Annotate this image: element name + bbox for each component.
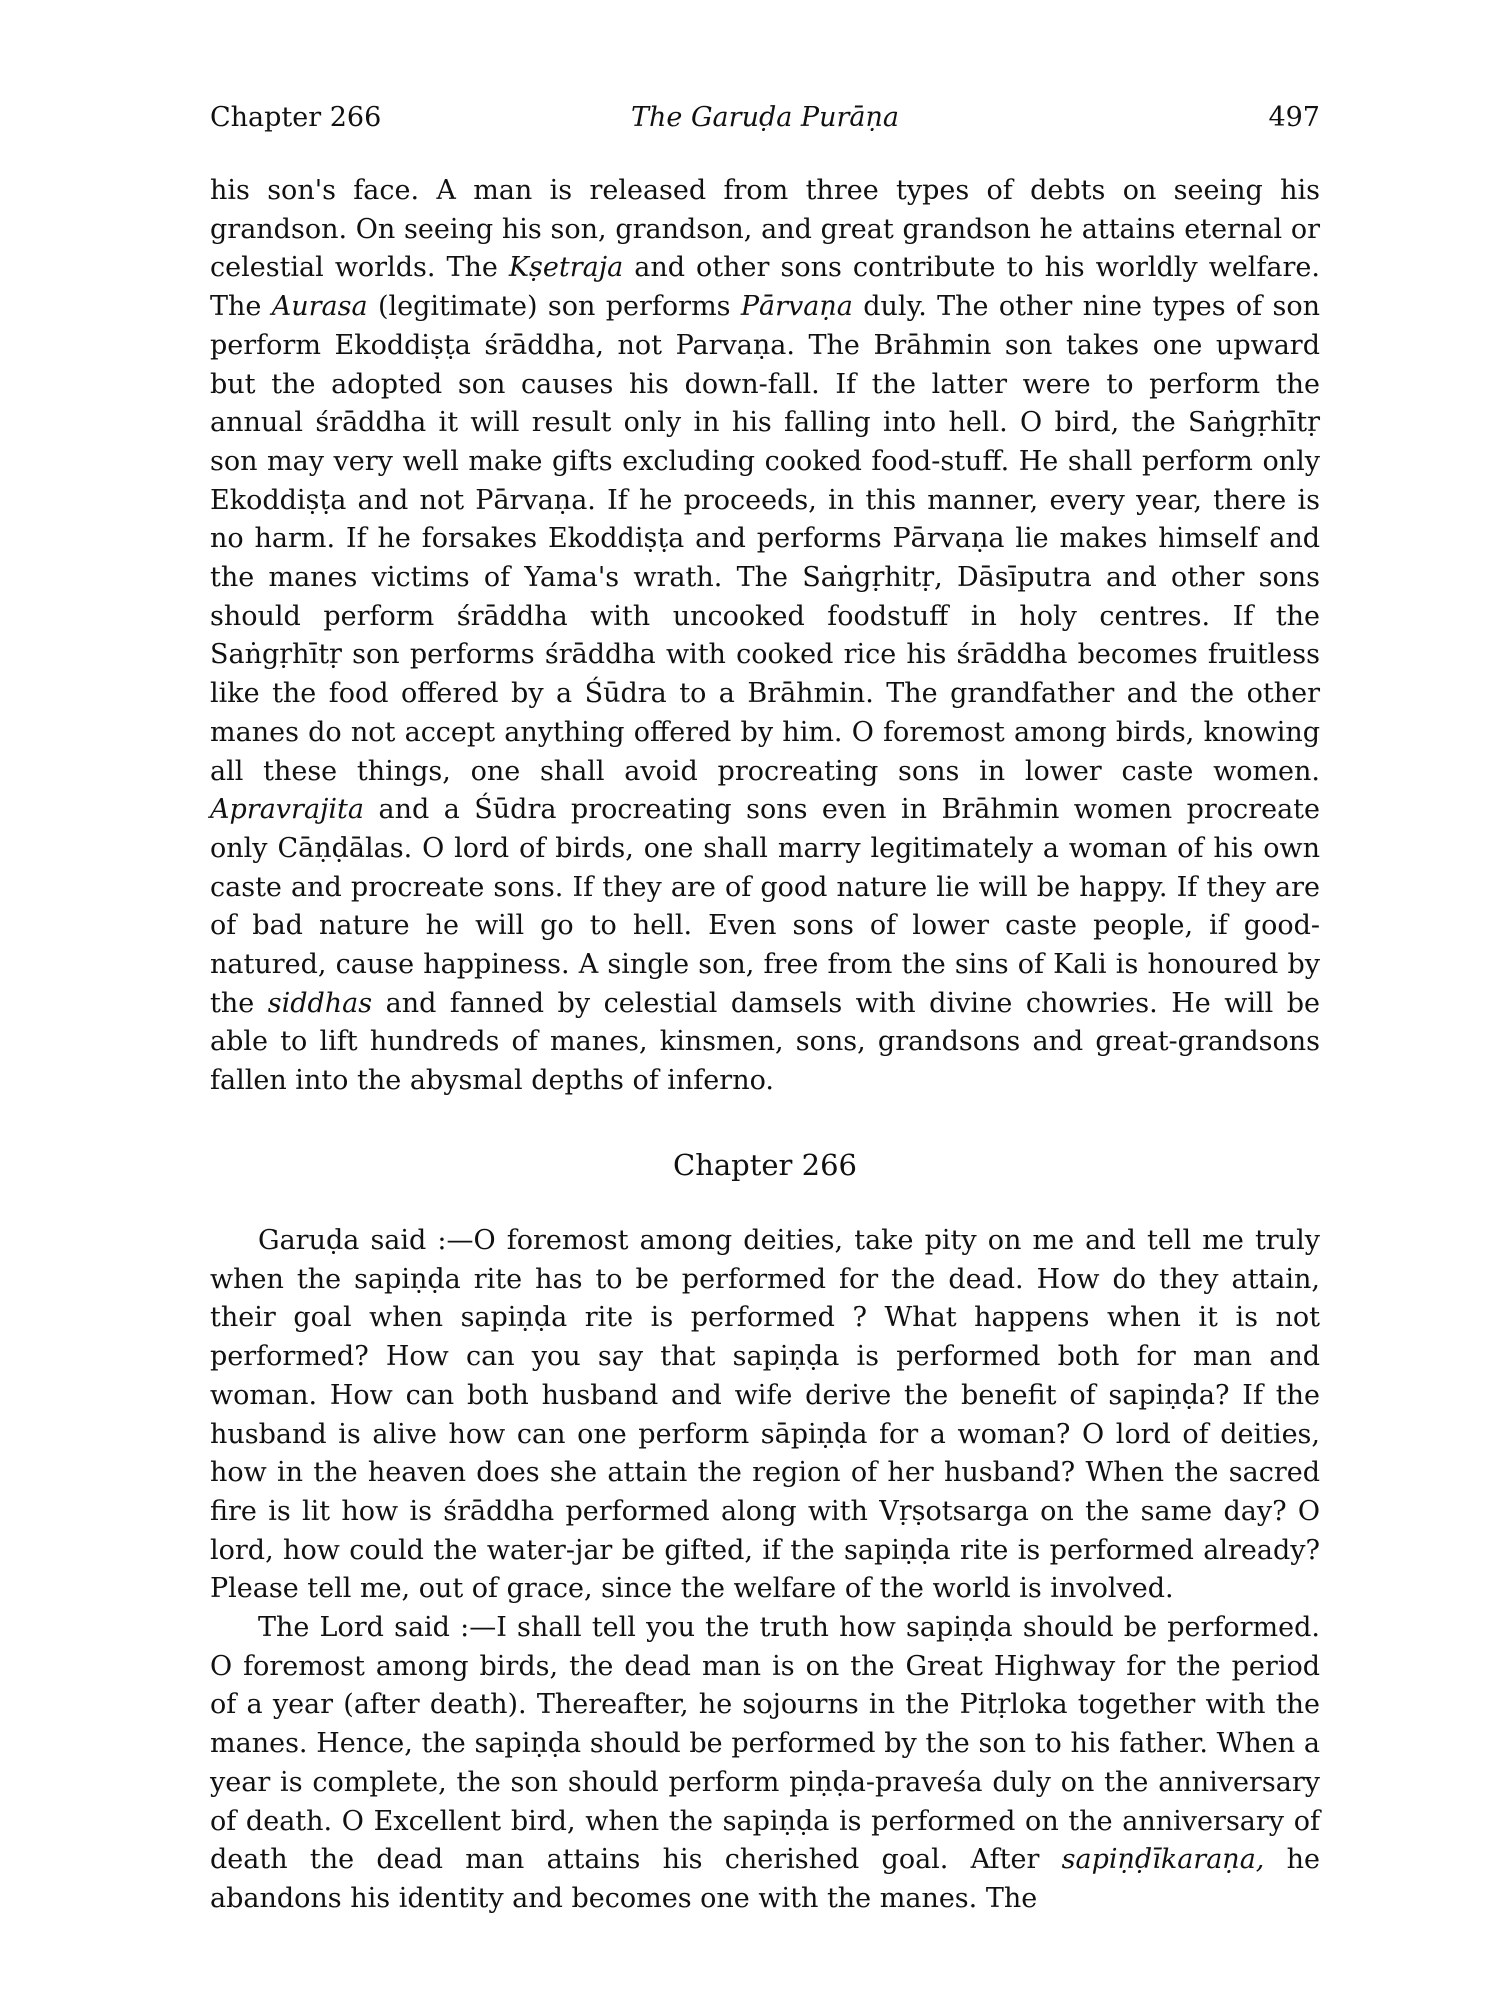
page-number: 497 bbox=[1268, 102, 1320, 133]
italic-term: sapiṇḍīkaraṇa, bbox=[1061, 1844, 1265, 1876]
text-run: Garuḍa said :—O foremost among deities, take pity on me and tell me truly when the sapiṇḍa rite has to be performed for the dead. How do they attain, their goal when sapiṇḍa rite is performed ? What happens when it is not performed? How can you say that sapiṇḍa is performed both for man and woman. How can both husband and wife derive the benefit of sapiṇḍa? If the husband is alive how can one perform sāpiṇḍa for a woman? O lord of deities, how in the heaven does she attain the region of her husband? When the sacred fire is lit how is śrāddha performed along with Vṛṣotsarga on the same day? O lord, how could the water-jar be gifted, if the sapiṇḍa rite is performed already? Please tell me, out of grace, since the welfare of the world is involved. bbox=[210, 1225, 1320, 1605]
lord-answer-paragraph bbox=[210, 1609, 1320, 1919]
running-head bbox=[210, 102, 1320, 142]
italic-term: Apravrajita bbox=[210, 794, 364, 826]
chapter-label: Chapter 266 bbox=[210, 102, 382, 133]
top-text-block bbox=[210, 172, 1320, 1101]
italic-term: Kṣetraja bbox=[508, 252, 624, 284]
italic-term: Pārvaṇa bbox=[740, 291, 853, 323]
chapter-heading: Chapter 266 bbox=[673, 1148, 857, 1182]
text-run: his son's face. A man is released from three types of debts on seeing his grandson. On seeing his son, grandson, and great grandson he attains eternal or celestial worlds. The bbox=[210, 175, 1320, 284]
italic-term: siddhas bbox=[267, 987, 373, 1019]
garuda-question-paragraph bbox=[210, 1222, 1320, 1609]
text-run: duly. The other nine types of son perform Ekoddiṣṭa śrāddha, not Parvaṇa. The Brāhmin son takes one upward but the adopted son causes his down-fall. If the latter were to perform the annual śrāddha it will result only in his falling into hell. O bird, the Saṅgṛhītṛ son may very well make gifts excluding cooked food-stuff. He shall perform only Ekoddiṣṭa and not Pārvaṇa. If he proceeds, in this manner, every year, there is no harm. If he forsakes Ekoddiṣṭa and performs Pārvaṇa lie makes himself and the manes victims of Yama's wrath. The Saṅgṛhitṛ, Dāsīputra and other sons should perform śrāddha with uncooked foodstuff in holy centres. If the Saṅgṛhītṛ son performs śrāddha with cooked rice his śrāddha becomes fruitless like the food offered by a Śūdra to a Brāhmin. The grandfather and the other manes do not accept anything offered by him. O foremost among birds, knowing all these things, one shall avoid procreating sons in lower caste women. bbox=[210, 291, 1320, 787]
text-run: and other sons contribute to his worldly welfare. The bbox=[210, 252, 1320, 323]
text-run: The Lord said :—I shall tell you the truth how sapiṇḍa should be performed. O foremost among birds, the dead man is on the Great Highway for the period of a year (after death). Thereafter, he sojourns in the Pitṛloka together with the manes. Hence, the sapiṇḍa should be performed by the son to his father. When a year is complete, the son should perform piṇḍa-praveśa duly on the anniversary of death. O Excellent bird, when the sapiṇḍa is performed on the anniversary of death the dead man attains his cherished goal. After bbox=[210, 1612, 1320, 1876]
lower-text-block bbox=[210, 1222, 1320, 1919]
text-run: (legitimate) son performs bbox=[367, 291, 741, 323]
text-run: and a Śūdra procreating sons even in Brāhmin women procreate only Cāṇḍālas. O lord of birds, one shall marry legitimately a woman of his own caste and procreate sons. If they are of good nature lie will be happy. If they are of bad nature he will go to hell. Even sons of lower caste people, if good-natured, cause happiness. A single son, free from the sins of Kali is honoured by the bbox=[210, 794, 1320, 1019]
text-run: and fanned by celestial damsels with divine chowries. He will be able to lift hundreds of manes, kinsmen, sons, grandsons and great-grandsons fallen into the abysmal depths of inferno. bbox=[210, 987, 1320, 1097]
text-run: he abandons his identity and becomes one with the manes. The bbox=[210, 1844, 1320, 1914]
italic-term: Aurasa bbox=[271, 291, 368, 323]
continued-paragraph bbox=[210, 172, 1320, 1101]
book-title: The Garuḍa Purāṇa bbox=[631, 102, 899, 133]
